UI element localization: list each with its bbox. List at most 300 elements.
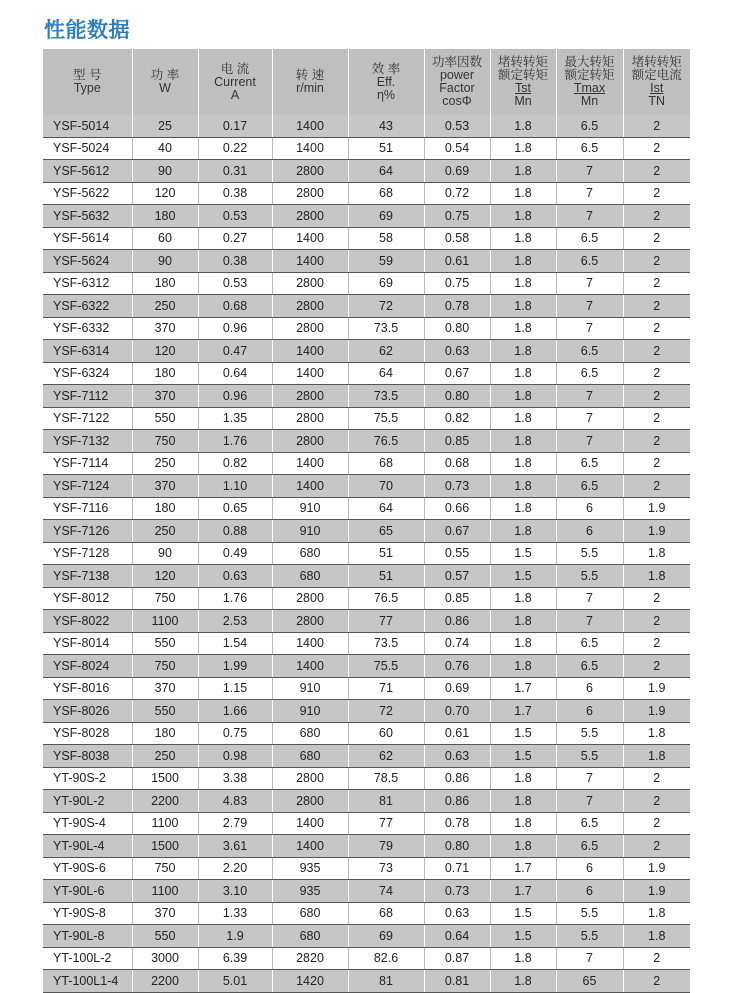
ist-ratio-cell: 1.9: [623, 677, 690, 700]
power-cell: 40: [132, 137, 198, 160]
power-factor-cell: 0.87: [424, 947, 490, 970]
type-cell: YSF-7114: [43, 452, 132, 475]
speed-cell: 1400: [272, 632, 348, 655]
speed-cell: 2800: [272, 160, 348, 183]
power-factor-cell: 0.80: [424, 317, 490, 340]
tst-ratio-cell: 1.8: [490, 407, 556, 430]
type-cell: YT-90L-2: [43, 790, 132, 813]
table-row: [43, 295, 690, 318]
ist-ratio-cell: 1.9: [623, 880, 690, 903]
tmax-ratio-cell: 6.5: [556, 362, 623, 385]
power-cell: 180: [132, 205, 198, 228]
power-factor-cell: 0.71: [424, 857, 490, 880]
speed-cell: 2800: [272, 790, 348, 813]
tst-ratio-cell: 1.8: [490, 835, 556, 858]
type-cell: YSF-6324: [43, 362, 132, 385]
ist-ratio-cell: 2: [623, 227, 690, 250]
table-row: [43, 790, 690, 813]
table-row: [43, 115, 690, 137]
header-tmax-denominator: Mn: [580, 94, 599, 108]
speed-cell: 910: [272, 520, 348, 543]
table-row: [43, 722, 690, 745]
speed-cell: 1400: [272, 227, 348, 250]
ist-ratio-cell: 2: [623, 767, 690, 790]
efficiency-cell: 60: [348, 722, 424, 745]
table-row: [43, 182, 690, 205]
tst-ratio-cell: 1.5: [490, 565, 556, 588]
current-cell: 0.82: [198, 452, 272, 475]
ist-ratio-cell: 2: [623, 160, 690, 183]
table-row: [43, 452, 690, 475]
tst-ratio-cell: 1.8: [490, 790, 556, 813]
current-cell: 3.10: [198, 880, 272, 903]
power-factor-cell: 0.70: [424, 700, 490, 723]
current-cell: 1.10: [198, 475, 272, 498]
tmax-ratio-cell: 7: [556, 205, 623, 228]
type-cell: YSF-5024: [43, 137, 132, 160]
power-factor-cell: 0.66: [424, 497, 490, 520]
tmax-ratio-cell: 6.5: [556, 835, 623, 858]
tst-ratio-cell: 1.8: [490, 452, 556, 475]
current-cell: 0.96: [198, 317, 272, 340]
ist-ratio-cell: 2: [623, 610, 690, 633]
ist-ratio-cell: 1.9: [623, 497, 690, 520]
power-cell: 550: [132, 407, 198, 430]
table-row: [43, 700, 690, 723]
tmax-ratio-cell: 6: [556, 857, 623, 880]
current-cell: 0.75: [198, 722, 272, 745]
speed-cell: 910: [272, 497, 348, 520]
current-cell: 0.27: [198, 227, 272, 250]
header-power-factor: [424, 49, 490, 115]
power-cell: 120: [132, 340, 198, 363]
speed-cell: 1400: [272, 835, 348, 858]
efficiency-cell: 73: [348, 857, 424, 880]
header-pf-symbol: cosΦ: [442, 94, 472, 108]
table-row: [43, 902, 690, 925]
power-cell: 250: [132, 295, 198, 318]
header-ist-cn2: 额定电流: [631, 68, 682, 82]
speed-cell: 2800: [272, 272, 348, 295]
efficiency-cell: 51: [348, 542, 424, 565]
header-eff-unit: η%: [376, 87, 396, 102]
power-factor-cell: 0.55: [424, 542, 490, 565]
performance-data-table: [43, 49, 690, 993]
current-cell: 1.15: [198, 677, 272, 700]
speed-cell: 1400: [272, 362, 348, 385]
power-factor-cell: 0.81: [424, 970, 490, 993]
header-tst-cn1: 堵转转矩: [497, 55, 548, 69]
tmax-ratio-cell: 5.5: [556, 565, 623, 588]
ist-ratio-cell: 2: [623, 407, 690, 430]
tmax-ratio-cell: 5.5: [556, 542, 623, 565]
tst-ratio-cell: 1.8: [490, 317, 556, 340]
efficiency-cell: 78.5: [348, 767, 424, 790]
current-cell: 0.38: [198, 250, 272, 273]
speed-cell: 680: [272, 722, 348, 745]
tmax-ratio-cell: 65: [556, 970, 623, 993]
speed-cell: 935: [272, 880, 348, 903]
power-cell: 2200: [132, 970, 198, 993]
type-cell: YSF-8012: [43, 587, 132, 610]
speed-cell: 910: [272, 700, 348, 723]
efficiency-cell: 62: [348, 340, 424, 363]
current-cell: 1.99: [198, 655, 272, 678]
table-header-row: [43, 49, 690, 115]
speed-cell: 1400: [272, 452, 348, 475]
header-tmax-numerator: Tmax: [573, 81, 606, 95]
type-cell: YSF-8038: [43, 745, 132, 768]
current-cell: 1.33: [198, 902, 272, 925]
power-factor-cell: 0.80: [424, 835, 490, 858]
table-row: [43, 542, 690, 565]
ist-ratio-cell: 2: [623, 587, 690, 610]
header-current-en: Current: [214, 74, 256, 89]
efficiency-cell: 81: [348, 790, 424, 813]
power-factor-cell: 0.64: [424, 925, 490, 948]
power-cell: 180: [132, 272, 198, 295]
type-cell: YSF-7132: [43, 430, 132, 453]
header-pf-en1: power: [439, 68, 475, 82]
header-pf-en2: Factor: [439, 81, 475, 95]
efficiency-cell: 71: [348, 677, 424, 700]
power-cell: 90: [132, 160, 198, 183]
power-factor-cell: 0.75: [424, 272, 490, 295]
ist-ratio-cell: 2: [623, 295, 690, 318]
power-factor-cell: 0.78: [424, 295, 490, 318]
current-cell: 2.20: [198, 857, 272, 880]
power-cell: 750: [132, 655, 198, 678]
tmax-ratio-cell: 6: [556, 700, 623, 723]
tmax-ratio-cell: 6.5: [556, 475, 623, 498]
power-cell: 120: [132, 565, 198, 588]
power-factor-cell: 0.63: [424, 745, 490, 768]
tmax-ratio-cell: 7: [556, 790, 623, 813]
efficiency-cell: 76.5: [348, 430, 424, 453]
speed-cell: 680: [272, 745, 348, 768]
power-factor-cell: 0.86: [424, 610, 490, 633]
speed-cell: 2800: [272, 767, 348, 790]
speed-cell: 680: [272, 925, 348, 948]
table-row: [43, 227, 690, 250]
speed-cell: 1400: [272, 812, 348, 835]
type-cell: YT-100L-2: [43, 947, 132, 970]
current-cell: 5.01: [198, 970, 272, 993]
tst-ratio-cell: 1.5: [490, 902, 556, 925]
table-row: [43, 880, 690, 903]
tmax-ratio-cell: 6.5: [556, 340, 623, 363]
type-cell: YSF-8016: [43, 677, 132, 700]
power-cell: 90: [132, 542, 198, 565]
type-cell: YSF-6322: [43, 295, 132, 318]
header-type: [43, 49, 132, 115]
current-cell: 1.66: [198, 700, 272, 723]
current-cell: 1.9: [198, 925, 272, 948]
table-row: [43, 610, 690, 633]
table-row: [43, 272, 690, 295]
header-tst-ratio: [490, 49, 556, 115]
power-factor-cell: 0.61: [424, 250, 490, 273]
current-cell: 0.31: [198, 160, 272, 183]
tmax-ratio-cell: 7: [556, 947, 623, 970]
efficiency-cell: 81: [348, 970, 424, 993]
table-row: [43, 340, 690, 363]
current-cell: 0.88: [198, 520, 272, 543]
type-cell: YSF-8014: [43, 632, 132, 655]
type-cell: YT-90L-4: [43, 835, 132, 858]
current-cell: 0.65: [198, 497, 272, 520]
table-row: [43, 857, 690, 880]
ist-ratio-cell: 1.8: [623, 542, 690, 565]
type-cell: YT-90S-6: [43, 857, 132, 880]
speed-cell: 2800: [272, 430, 348, 453]
tst-ratio-cell: 1.8: [490, 250, 556, 273]
type-cell: YSF-8024: [43, 655, 132, 678]
efficiency-cell: 75.5: [348, 407, 424, 430]
speed-cell: 2800: [272, 317, 348, 340]
type-cell: YSF-5632: [43, 205, 132, 228]
efficiency-cell: 70: [348, 475, 424, 498]
table-row: [43, 565, 690, 588]
power-factor-cell: 0.76: [424, 655, 490, 678]
page-title: 性能数据: [44, 18, 130, 42]
ist-ratio-cell: 2: [623, 475, 690, 498]
power-factor-cell: 0.67: [424, 362, 490, 385]
current-cell: 1.54: [198, 632, 272, 655]
speed-cell: 1420: [272, 970, 348, 993]
speed-cell: 1400: [272, 250, 348, 273]
power-cell: 370: [132, 677, 198, 700]
current-cell: 0.53: [198, 205, 272, 228]
power-factor-cell: 0.85: [424, 587, 490, 610]
ist-ratio-cell: 1.8: [623, 722, 690, 745]
tst-ratio-cell: 1.8: [490, 160, 556, 183]
ist-ratio-cell: 1.9: [623, 700, 690, 723]
tmax-ratio-cell: 6: [556, 880, 623, 903]
power-factor-cell: 0.63: [424, 902, 490, 925]
header-ist-denominator: TN: [648, 94, 666, 108]
tst-ratio-cell: 1.8: [490, 385, 556, 408]
power-cell: 370: [132, 902, 198, 925]
header-type-en: Type: [73, 81, 101, 95]
current-cell: 0.22: [198, 137, 272, 160]
current-cell: 3.38: [198, 767, 272, 790]
current-cell: 0.38: [198, 182, 272, 205]
tmax-ratio-cell: 5.5: [556, 745, 623, 768]
efficiency-cell: 64: [348, 160, 424, 183]
ist-ratio-cell: 1.8: [623, 565, 690, 588]
efficiency-cell: 76.5: [348, 587, 424, 610]
speed-cell: 680: [272, 542, 348, 565]
power-cell: 750: [132, 857, 198, 880]
speed-cell: 1400: [272, 475, 348, 498]
current-cell: 0.47: [198, 340, 272, 363]
ist-ratio-cell: 2: [623, 250, 690, 273]
table-row: [43, 205, 690, 228]
tmax-ratio-cell: 6: [556, 677, 623, 700]
power-cell: 370: [132, 385, 198, 408]
tmax-ratio-cell: 7: [556, 430, 623, 453]
efficiency-cell: 58: [348, 227, 424, 250]
efficiency-cell: 73.5: [348, 385, 424, 408]
type-cell: YT-90L-8: [43, 925, 132, 948]
power-factor-cell: 0.74: [424, 632, 490, 655]
current-cell: 0.68: [198, 295, 272, 318]
efficiency-cell: 62: [348, 745, 424, 768]
current-cell: 4.83: [198, 790, 272, 813]
table-row: [43, 767, 690, 790]
header-power: [132, 49, 198, 115]
ist-ratio-cell: 1.9: [623, 520, 690, 543]
table-row: [43, 970, 690, 993]
power-factor-cell: 0.58: [424, 227, 490, 250]
tmax-ratio-cell: 6.5: [556, 812, 623, 835]
table-row: [43, 160, 690, 183]
power-cell: 250: [132, 452, 198, 475]
tst-ratio-cell: 1.8: [490, 947, 556, 970]
speed-cell: 2800: [272, 205, 348, 228]
ist-ratio-cell: 2: [623, 115, 690, 137]
type-cell: YSF-8026: [43, 700, 132, 723]
power-cell: 550: [132, 925, 198, 948]
type-cell: YT-100L1-4: [43, 970, 132, 993]
table-row: [43, 317, 690, 340]
current-cell: 0.53: [198, 272, 272, 295]
speed-cell: 680: [272, 902, 348, 925]
tmax-ratio-cell: 6: [556, 497, 623, 520]
tmax-ratio-cell: 6.5: [556, 250, 623, 273]
power-factor-cell: 0.73: [424, 880, 490, 903]
speed-cell: 910: [272, 677, 348, 700]
tmax-ratio-cell: 6.5: [556, 632, 623, 655]
header-tst-numerator: Tst: [515, 81, 531, 95]
tst-ratio-cell: 1.8: [490, 362, 556, 385]
header-speed-unit: r/min: [296, 81, 324, 95]
ist-ratio-cell: 2: [623, 790, 690, 813]
power-cell: 1100: [132, 812, 198, 835]
efficiency-cell: 51: [348, 565, 424, 588]
ist-ratio-cell: 2: [623, 947, 690, 970]
current-cell: 0.17: [198, 115, 272, 137]
tst-ratio-cell: 1.8: [490, 295, 556, 318]
type-cell: YSF-5014: [43, 115, 132, 137]
ist-ratio-cell: 1.8: [623, 745, 690, 768]
header-speed-cn: 转 速: [295, 68, 325, 82]
table-row: [43, 587, 690, 610]
tmax-ratio-cell: 7: [556, 182, 623, 205]
ist-ratio-cell: 2: [623, 385, 690, 408]
tst-ratio-cell: 1.7: [490, 700, 556, 723]
efficiency-cell: 72: [348, 700, 424, 723]
power-cell: 370: [132, 475, 198, 498]
speed-cell: 1400: [272, 137, 348, 160]
ist-ratio-cell: 1.8: [623, 925, 690, 948]
efficiency-cell: 82.6: [348, 947, 424, 970]
efficiency-cell: 74: [348, 880, 424, 903]
tmax-ratio-cell: 7: [556, 610, 623, 633]
power-cell: 120: [132, 182, 198, 205]
efficiency-cell: 64: [348, 362, 424, 385]
header-current-cn: 电 流: [220, 61, 250, 76]
tst-ratio-cell: 1.8: [490, 497, 556, 520]
speed-cell: 2800: [272, 385, 348, 408]
speed-cell: 2820: [272, 947, 348, 970]
type-cell: YSF-6312: [43, 272, 132, 295]
type-cell: YT-90S-8: [43, 902, 132, 925]
power-cell: 180: [132, 497, 198, 520]
power-factor-cell: 0.57: [424, 565, 490, 588]
table-row: [43, 385, 690, 408]
ist-ratio-cell: 2: [623, 452, 690, 475]
table-row: [43, 137, 690, 160]
table-row: [43, 632, 690, 655]
table-row: [43, 497, 690, 520]
speed-cell: 1400: [272, 115, 348, 137]
ist-ratio-cell: 2: [623, 317, 690, 340]
power-factor-cell: 0.69: [424, 160, 490, 183]
current-cell: 2.79: [198, 812, 272, 835]
table-body: [43, 115, 690, 992]
efficiency-cell: 75.5: [348, 655, 424, 678]
header-eff-en: Eff.: [376, 74, 396, 89]
power-cell: 1100: [132, 610, 198, 633]
tmax-ratio-cell: 6.5: [556, 137, 623, 160]
power-cell: 1500: [132, 835, 198, 858]
tst-ratio-cell: 1.5: [490, 722, 556, 745]
tst-ratio-cell: 1.8: [490, 632, 556, 655]
type-cell: YSF-6314: [43, 340, 132, 363]
type-cell: YSF-5622: [43, 182, 132, 205]
tst-ratio-cell: 1.7: [490, 857, 556, 880]
header-speed: [272, 49, 348, 115]
type-cell: YT-90S-4: [43, 812, 132, 835]
ist-ratio-cell: 1.9: [623, 857, 690, 880]
type-cell: YSF-6332: [43, 317, 132, 340]
header-ist-ratio: [623, 49, 690, 115]
header-ist-cn1: 堵转转矩: [631, 55, 682, 69]
power-cell: 370: [132, 317, 198, 340]
power-factor-cell: 0.78: [424, 812, 490, 835]
header-tst-cn2: 额定转矩: [497, 68, 548, 82]
tst-ratio-cell: 1.8: [490, 272, 556, 295]
power-factor-cell: 0.80: [424, 385, 490, 408]
power-cell: 25: [132, 115, 198, 137]
tmax-ratio-cell: 7: [556, 272, 623, 295]
ist-ratio-cell: 1.8: [623, 902, 690, 925]
efficiency-cell: 68: [348, 452, 424, 475]
tst-ratio-cell: 1.8: [490, 520, 556, 543]
type-cell: YT-90L-6: [43, 880, 132, 903]
current-cell: 1.76: [198, 430, 272, 453]
ist-ratio-cell: 2: [623, 272, 690, 295]
speed-cell: 1400: [272, 655, 348, 678]
ist-ratio-cell: 2: [623, 655, 690, 678]
tst-ratio-cell: 1.8: [490, 587, 556, 610]
speed-cell: 2800: [272, 295, 348, 318]
table-row: [43, 362, 690, 385]
tmax-ratio-cell: 6.5: [556, 655, 623, 678]
tst-ratio-cell: 1.8: [490, 655, 556, 678]
type-cell: YSF-7112: [43, 385, 132, 408]
power-factor-cell: 0.68: [424, 452, 490, 475]
type-cell: YSF-7116: [43, 497, 132, 520]
tmax-ratio-cell: 5.5: [556, 902, 623, 925]
table-row: [43, 250, 690, 273]
efficiency-cell: 59: [348, 250, 424, 273]
power-factor-cell: 0.69: [424, 677, 490, 700]
tmax-ratio-cell: 6.5: [556, 227, 623, 250]
speed-cell: 1400: [272, 340, 348, 363]
